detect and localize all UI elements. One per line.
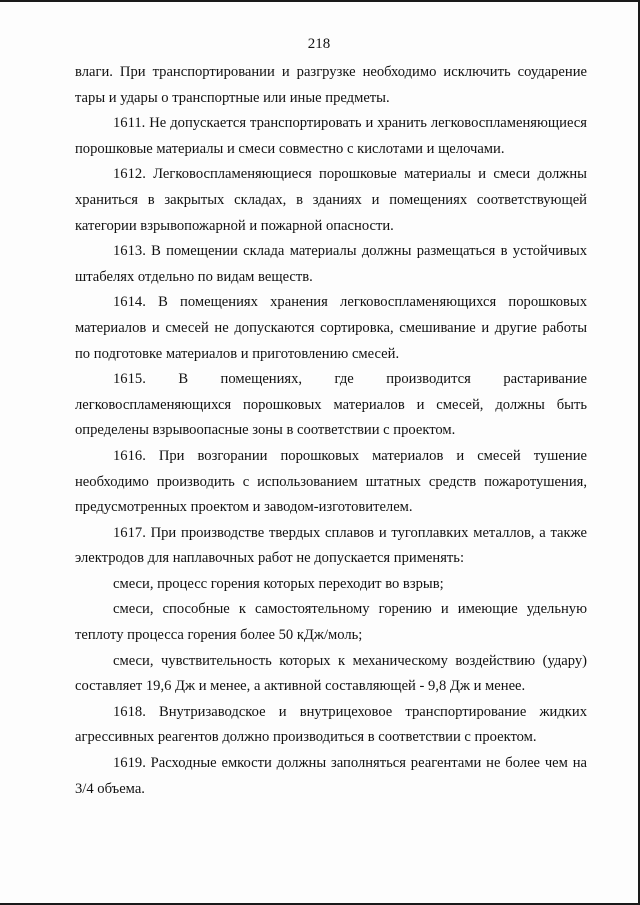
list-item-1617-3: смеси, чувствительность которых к механическому воздействию (удару) составляет 19,6 Дж и менее, а активной составляющей - 9,8 Дж и менее. bbox=[75, 652, 587, 695]
paragraph-1615: 1615. В помещениях, где производится растаривание легковоспламеняющихся порошковых материалов и смесей, должны быть определены взрывоопасные зоны в соответствии с проектом. bbox=[75, 371, 587, 439]
list-item-1617-2: смеси, способные к самостоятельному горению и имеющие удельную теплоту процесса горения более 50 кДж/моль; bbox=[75, 601, 587, 644]
list-item-1617-1: смеси, процесс горения которых переходит во взрыв; bbox=[113, 575, 444, 592]
paragraph-1616: 1616. При возгорании порошковых материалов и смесей тушение необходимо производить с использованием штатных средств пожаротушения, предусмотренных проектом и заводом-изготовителем. bbox=[75, 447, 587, 516]
paragraph-1612: 1612. Легковоспламеняющиеся порошковые материалы и смеси должны храниться в закрытых складах, в зданиях и помещениях соответствующей категории взрывопожарной и пожарной опасности. bbox=[75, 166, 587, 234]
document-body bbox=[75, 60, 587, 802]
paragraph-1611: 1611. Не допускается транспортировать и хранить легковоспламеняющиеся порошковые материалы и смеси совместно с кислотами и щелочами. bbox=[75, 115, 587, 157]
paragraph-1619: 1619. Расходные емкости должны заполняться реагентами не более чем на 3/4 объема. bbox=[75, 755, 587, 797]
paragraph-1618: 1618. Внутризаводское и внутрицеховое транспортирование жидких агрессивных реагентов должно производиться в соответствии с проектом. bbox=[75, 703, 587, 746]
paragraph-continuation: влаги. При транспортировании и разгрузке необходимо исключить соударение тары и удары о транспортные или иные предметы. bbox=[75, 64, 587, 106]
paragraph-1613: 1613. В помещении склада материалы должны размещаться в устойчивых штабелях отдельно по видам веществ. bbox=[75, 243, 587, 285]
paragraph-1617: 1617. При производстве твердых сплавов и тугоплавких металлов, а также электродов для наплавочных работ не допускается применять: bbox=[75, 524, 587, 567]
paragraph-1614: 1614. В помещениях хранения легковоспламеняющихся порошковых материалов и смесей не допускаются сортировка, смешивание и другие работы по подготовке материалов и приготовлению смесей. bbox=[75, 294, 587, 362]
page-number: 218 bbox=[307, 36, 331, 52]
